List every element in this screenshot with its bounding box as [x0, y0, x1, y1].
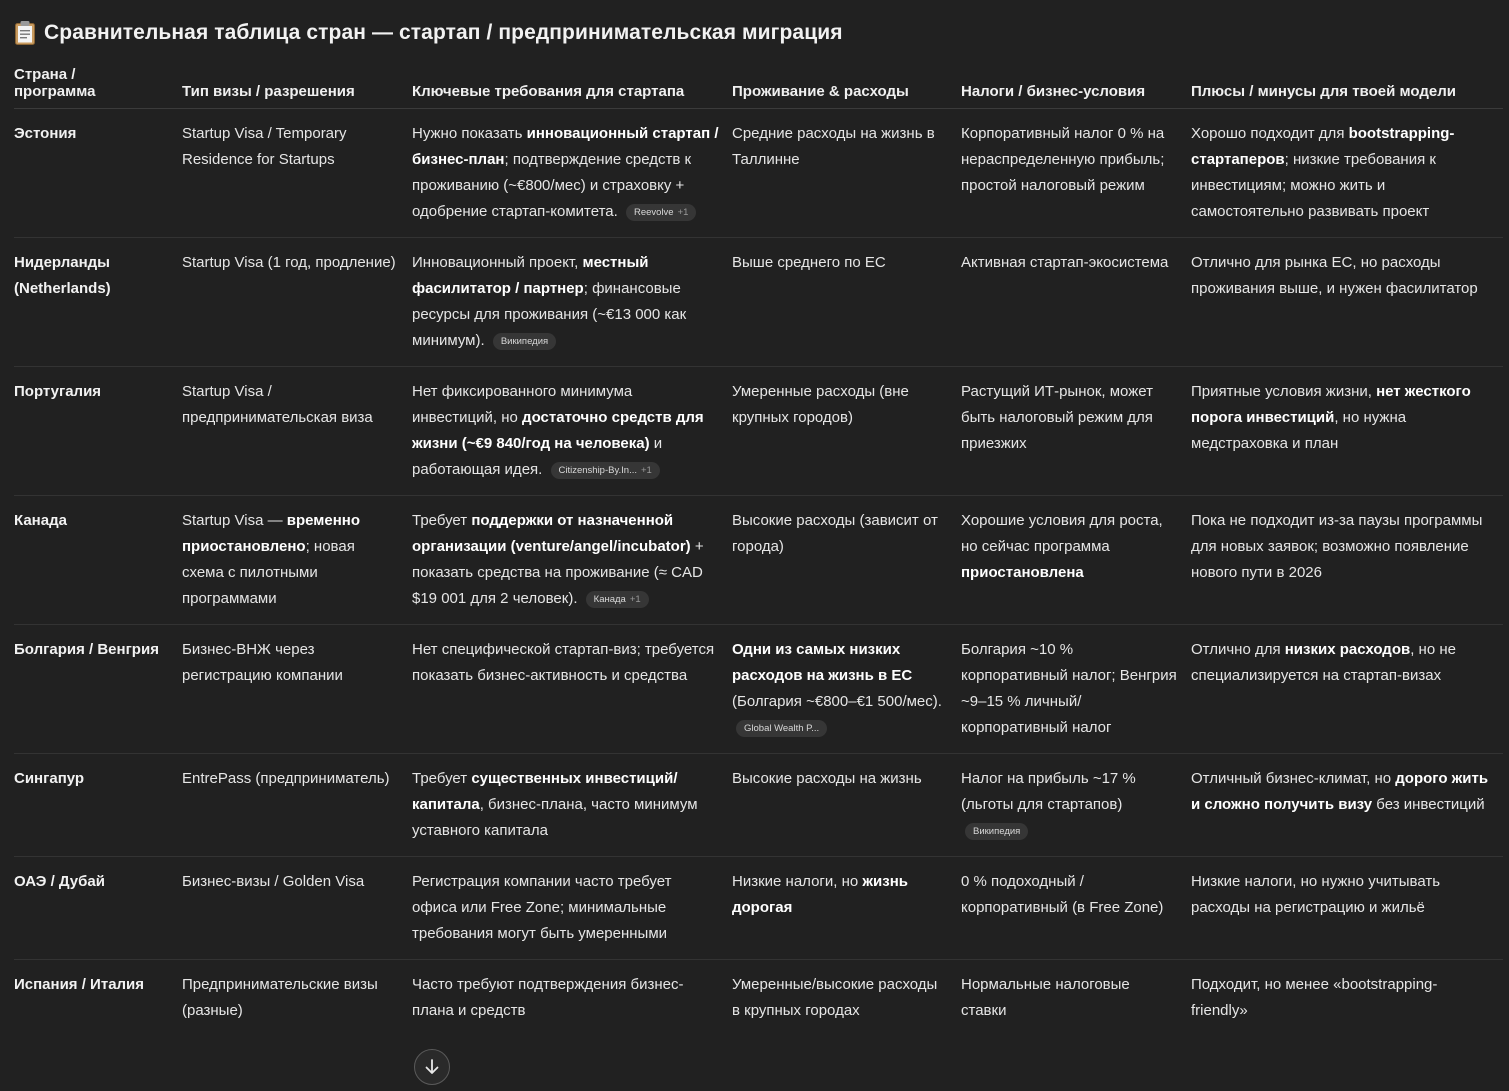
- cell-living-costs: [732, 960, 961, 1037]
- text-segment: Высокие расходы (зависит от города): [732, 512, 938, 555]
- text-segment: Хорошо подходит для: [1191, 125, 1349, 142]
- text-segment: , но нужна медстраховка и план: [1191, 409, 1407, 452]
- cell-pros-cons: [1191, 754, 1503, 857]
- cell-living-costs: [732, 238, 961, 367]
- header-country: Страна / программа: [14, 62, 182, 109]
- cell-living-costs: [732, 367, 961, 496]
- cell-pros-cons: [1191, 960, 1503, 1037]
- cell-visa-type: [182, 109, 412, 238]
- source-citation-chip[interactable]: [965, 823, 1028, 840]
- text-segment: Корпоративный налог 0 % на нераспределенную прибыль; простой налоговый режим: [961, 125, 1165, 194]
- text-segment: Нормальные налоговые ставки: [961, 976, 1130, 1019]
- cell-visa-type: [182, 238, 412, 367]
- cell-taxes: [961, 625, 1191, 754]
- cell-country: Сингапур: [14, 754, 182, 857]
- scroll-down-button[interactable]: [414, 1049, 450, 1085]
- text-segment: Нужно показать: [412, 125, 527, 142]
- cell-country: Португалия: [14, 367, 182, 496]
- text-segment: Подходит, но менее «bootstrapping-friendly»: [1191, 976, 1438, 1019]
- text-segment: (Болгария ~€800–€1 500/мес).: [732, 693, 942, 710]
- cell-country: Нидерланды (Netherlands): [14, 238, 182, 367]
- text-segment: Средние расходы на жизнь в Таллинне: [732, 125, 935, 168]
- text-segment: Startup Visa / Temporary Residence for Startups: [182, 125, 347, 168]
- cell-pros-cons: [1191, 109, 1503, 238]
- cell-requirements: [412, 960, 732, 1037]
- text-segment: Выше среднего по ЕС: [732, 254, 886, 271]
- header-visa-type: Тип визы / разрешения: [182, 62, 412, 109]
- cell-visa-type: [182, 367, 412, 496]
- text-segment: Требует: [412, 512, 472, 529]
- cell-country: ОАЭ / Дубай: [14, 857, 182, 960]
- source-citation-chip[interactable]: [551, 462, 660, 479]
- cell-pros-cons: [1191, 625, 1503, 754]
- source-citation-chip[interactable]: [736, 720, 827, 737]
- cell-requirements: [412, 625, 732, 754]
- source-citation-chip[interactable]: [586, 591, 649, 608]
- cell-requirements: [412, 109, 732, 238]
- chip-label: Википедия: [973, 825, 1021, 837]
- text-segment: ; подтверждение средств к проживанию (~€800/мес) и страховку + одобрение стартап-комитета.: [412, 151, 692, 220]
- text-segment: 0 % подоходный / корпоративный (в Free Zone): [961, 873, 1164, 916]
- text-segment: Предпринимательские визы (разные): [182, 976, 378, 1019]
- text-segment: Высокие расходы на жизнь: [732, 770, 922, 787]
- cell-pros-cons: [1191, 367, 1503, 496]
- cell-living-costs: [732, 754, 961, 857]
- bold-text: существенных инвестиций/капитала: [412, 770, 678, 813]
- text-segment: Нет фиксированного минимума инвестиций, но: [412, 383, 633, 426]
- cell-requirements: [412, 496, 732, 625]
- text-segment: ; новая схема с пилотными программами: [182, 538, 355, 607]
- table-row: [14, 238, 1503, 367]
- cell-pros-cons: [1191, 238, 1503, 367]
- table-header-row: [14, 62, 1503, 109]
- table-row: [14, 857, 1503, 960]
- text-segment: Пока не подходит из-за паузы программы для новых заявок; возможно появление нового пути в 2026: [1191, 512, 1483, 581]
- chip-extra-count: +1: [677, 206, 689, 218]
- chip-label: Википедия: [500, 335, 549, 347]
- text-segment: Отлично для рынка ЕС, но расходы проживания выше, и нужен фасилитатор: [1191, 254, 1478, 297]
- chip-extra-count: +1: [629, 593, 641, 605]
- bold-text: инновационный стартап / бизнес-план: [412, 125, 719, 168]
- text-segment: Часто требуют подтверждения бизнес-плана и средств: [412, 976, 684, 1019]
- text-segment: Startup Visa —: [182, 512, 287, 529]
- bold-text: достаточно средств для жизни (~€9 840/год на человека): [412, 409, 704, 452]
- cell-requirements: [412, 367, 732, 496]
- table-row: [14, 754, 1503, 857]
- header-requirements: Ключевые требования для стартапа: [412, 62, 732, 109]
- bold-text: временно приостановлено: [182, 512, 361, 555]
- text-segment: Растущий ИТ-рынок, может быть налоговый режим для приезжих: [961, 383, 1153, 452]
- text-segment: Регистрация компании часто требует офиса или Free Zone; минимальные требования могут быть умеренными: [412, 873, 672, 942]
- text-segment: EntrePass (предприниматель): [182, 770, 390, 787]
- text-segment: , бизнес-плана, часто минимум уставного капитала: [412, 796, 698, 839]
- chip-label: Reevolve: [633, 206, 674, 218]
- cell-living-costs: [732, 625, 961, 754]
- source-citation-chip[interactable]: [626, 204, 696, 221]
- text-segment: Умеренные расходы (вне крупных городов): [732, 383, 909, 426]
- chip-label: Канада: [593, 593, 626, 605]
- text-segment: Startup Visa (1 год, продление): [182, 254, 396, 271]
- header-taxes: Налоги / бизнес-условия: [961, 62, 1191, 109]
- cell-visa-type: [182, 625, 412, 754]
- cell-country: Канада: [14, 496, 182, 625]
- cell-visa-type: [182, 496, 412, 625]
- chip-label: Citizenship-By.In...: [558, 464, 637, 476]
- cell-country: Болгария / Венгрия: [14, 625, 182, 754]
- header-living-costs: Проживание & расходы: [732, 62, 961, 109]
- cell-taxes: [961, 109, 1191, 238]
- bold-text: поддержки от назначенной организации (venture/angel/incubator): [412, 512, 691, 555]
- cell-taxes: [961, 754, 1191, 857]
- cell-taxes: [961, 857, 1191, 960]
- text-segment: ; низкие требования к инвестициям; можно жить и самостоятельно развивать проект: [1191, 151, 1436, 220]
- table-row: [14, 367, 1503, 496]
- table-row: [14, 496, 1503, 625]
- cell-country: Испания / Италия: [14, 976, 145, 993]
- cell-visa-type: [182, 754, 412, 857]
- cell-pros-cons: [1191, 857, 1503, 960]
- text-segment: Активная стартап-экосистема: [961, 254, 1169, 271]
- cell-visa-type: [182, 960, 412, 1037]
- text-segment: Требует: [412, 770, 472, 787]
- text-segment: Хорошие условия для роста, но сейчас программа: [961, 512, 1163, 555]
- table-row: [14, 109, 1503, 238]
- text-segment: Налог на прибыль ~17 % (льготы для стартапов): [961, 770, 1136, 813]
- text-segment: Умеренные/высокие расходы в крупных городах: [732, 976, 938, 1019]
- text-segment: Низкие налоги, но: [732, 873, 863, 890]
- table-row: [14, 960, 1503, 1037]
- cell-requirements: [412, 754, 732, 857]
- bold-text: местный фасилитатор / партнер: [412, 254, 649, 297]
- header-pros-cons: Плюсы / минусы для твоей модели: [1191, 62, 1503, 109]
- source-citation-chip[interactable]: [493, 333, 556, 350]
- bold-text: приостановлена: [961, 564, 1084, 581]
- text-segment: , но не специализируется на стартап-визах: [1191, 641, 1456, 684]
- text-segment: Инновационный проект,: [412, 254, 583, 271]
- text-segment: Нет специфической стартап-виз; требуется показать бизнес-активность и средства: [412, 641, 715, 684]
- chip-label: Global Wealth P...: [744, 722, 820, 734]
- text-segment: Болгария ~10 % корпоративный налог; Венгрия ~9–15 % личный/корпоративный налог: [961, 641, 1177, 736]
- bold-text: жизнь дорогая: [732, 873, 909, 916]
- text-segment: + показать средства на проживание (≈ CAD $19 001 для 2 человек).: [412, 538, 704, 607]
- cell-taxes: [961, 367, 1191, 496]
- text-segment: ; финансовые ресурсы для проживания (~€13 000 как минимум).: [412, 280, 687, 349]
- text-segment: Низкие налоги, но нужно учитывать расходы на регистрацию и жильё: [1191, 873, 1441, 916]
- page-title: Сравнительная таблица стран — стартап / предпринимательская миграция: [44, 21, 843, 44]
- chip-extra-count: +1: [641, 464, 652, 476]
- text-segment: Отличный бизнес-климат, но: [1191, 770, 1396, 787]
- cell-requirements: [412, 238, 732, 367]
- bold-text: низких расходов: [1284, 641, 1411, 658]
- cell-taxes: [961, 238, 1191, 367]
- bold-text: дорого жить и сложно получить визу: [1191, 770, 1489, 813]
- table-row: [14, 625, 1503, 754]
- bold-text: нет жесткого порога инвестиций: [1191, 383, 1471, 426]
- arrow-down-icon: [423, 1058, 441, 1076]
- cell-country: Эстония: [14, 109, 182, 238]
- cell-living-costs: [732, 857, 961, 960]
- cell-living-costs: [732, 496, 961, 625]
- cell-visa-type: [182, 857, 412, 960]
- text-segment: Отлично для: [1191, 641, 1285, 658]
- bold-text: Одни из самых низких расходов на жизнь в ЕС: [732, 641, 913, 684]
- cell-living-costs: [732, 109, 961, 238]
- cell-requirements: [412, 857, 732, 960]
- text-segment: Бизнес-ВНЖ через регистрацию компании: [182, 641, 343, 684]
- bold-text: bootstrapping-стартаперов: [1191, 125, 1455, 168]
- text-segment: Приятные условия жизни,: [1191, 383, 1377, 400]
- cell-pros-cons: [1191, 496, 1503, 625]
- text-segment: без инвестиций: [1372, 796, 1485, 813]
- cell-taxes: [961, 496, 1191, 625]
- comparison-table: [14, 62, 1503, 1036]
- page-title-row: [14, 20, 843, 46]
- text-segment: и работающая идея.: [412, 435, 663, 478]
- clipboard-icon: [14, 20, 36, 46]
- cell-taxes: [961, 960, 1191, 1037]
- text-segment: Startup Visa / предпринимательская виза: [182, 383, 373, 426]
- text-segment: Бизнес-визы / Golden Visa: [182, 873, 365, 890]
